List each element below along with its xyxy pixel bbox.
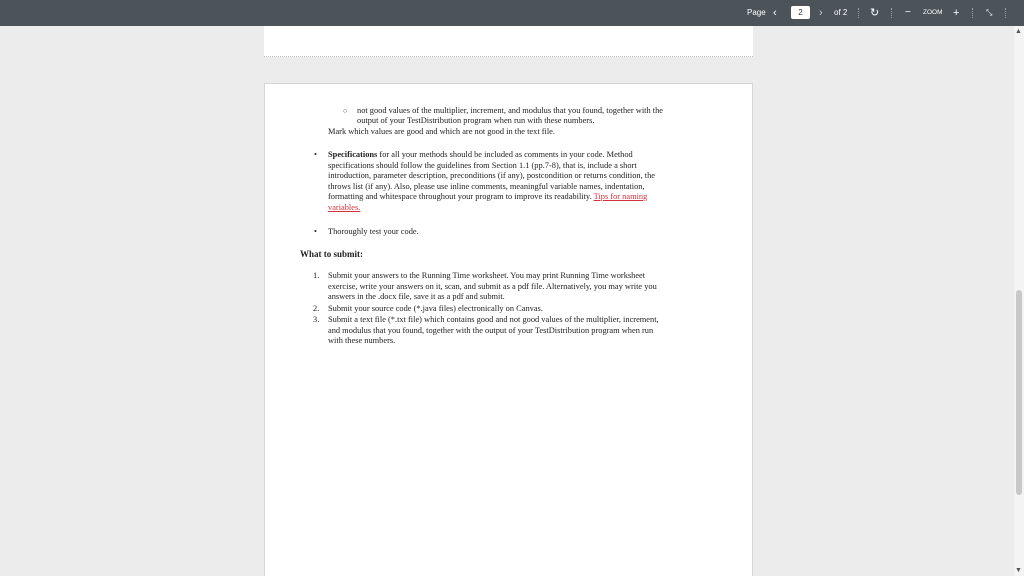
toolbar-divider	[1005, 8, 1006, 18]
zoom-in-button[interactable]: +	[953, 7, 960, 19]
specifications-line: throws list (if any). Also, please use inline comments, meaningful variable names, indentation,	[328, 181, 645, 191]
scroll-up-arrow-icon[interactable]: ▲	[1015, 27, 1022, 35]
bullet-icon: •	[314, 227, 317, 236]
submit-item-line: Submit your source code (*.java files) electronically on Canvas.	[328, 304, 543, 313]
sub-bullet-line: output of your TestDistribution program when run with these numbers.	[357, 116, 595, 125]
zoom-label: ZOOM	[923, 9, 943, 16]
submit-item-line: exercise, write your answers on it, scan, and submit as a pdf file. Alternatively, you may write you	[328, 281, 657, 291]
submit-item-line: and modulus that you found, together with the output of your TestDistribution program when run	[328, 325, 654, 335]
naming-tips-link[interactable]: Tips for naming	[593, 192, 648, 201]
specifications-bold: Specifications	[328, 150, 378, 159]
hollow-bullet-icon: ○	[343, 107, 348, 115]
specifications-line	[328, 192, 647, 203]
rotate-icon[interactable]: ↻	[870, 7, 880, 19]
page-label: Page	[747, 8, 766, 17]
specifications-line: introduction, parameter description, preconditions (if any), postcondition or returns condition, the	[328, 171, 656, 180]
scrollbar-thumb[interactable]	[1016, 290, 1022, 495]
specifications-line	[328, 150, 633, 161]
specifications-line: specifications should follow the guidelines from Section 1.1 (pp.7-8), that is, include a short	[328, 160, 637, 170]
submit-item-line: Submit a text file (*.txt file) which contains good and not good values of the multiplier, increment,	[328, 315, 659, 324]
page-number-input[interactable]: 2	[791, 6, 810, 19]
submit-item-line: answers in the .docx file, save it as a pdf and submit.	[328, 292, 505, 301]
list-number: 3.	[313, 315, 320, 324]
previous-page-bottom	[264, 26, 753, 57]
submit-item-line: Submit your answers to the Running Time worksheet. You may print Running Time worksheet	[328, 271, 646, 280]
submit-item-line: with these numbers.	[328, 336, 396, 345]
what-to-submit-heading: What to submit:	[300, 249, 364, 259]
bullet-icon: •	[314, 150, 317, 159]
naming-tips-link-continued[interactable]: variables.	[328, 202, 361, 212]
toolbar-divider	[858, 8, 859, 18]
toolbar-divider	[972, 8, 973, 18]
previous-page-button[interactable]: ‹	[773, 7, 777, 19]
list-number: 2.	[313, 304, 320, 313]
pdf-toolbar	[0, 0, 1024, 26]
page-count: of 2	[834, 8, 848, 17]
mark-instruction: Mark which values are good and which are not good in the text file.	[328, 127, 555, 136]
test-instruction: Thoroughly test your code.	[328, 227, 419, 236]
sub-bullet-line: not good values of the multiplier, increment, and modulus that you found, together with the	[357, 106, 663, 115]
scroll-down-arrow-icon[interactable]: ▼	[1015, 566, 1022, 574]
next-page-button[interactable]: ›	[819, 7, 823, 19]
list-number: 1.	[313, 271, 320, 280]
toolbar-divider	[891, 8, 892, 18]
zoom-out-button[interactable]: −	[905, 7, 911, 18]
document-page	[264, 83, 753, 576]
specifications-text: formatting and whitespace throughout your program to improve its readability.	[328, 192, 594, 201]
specifications-rest: for all your methods should be included as comments in your code. Method	[377, 150, 633, 159]
collapse-icon[interactable]: ⤡	[986, 8, 993, 17]
